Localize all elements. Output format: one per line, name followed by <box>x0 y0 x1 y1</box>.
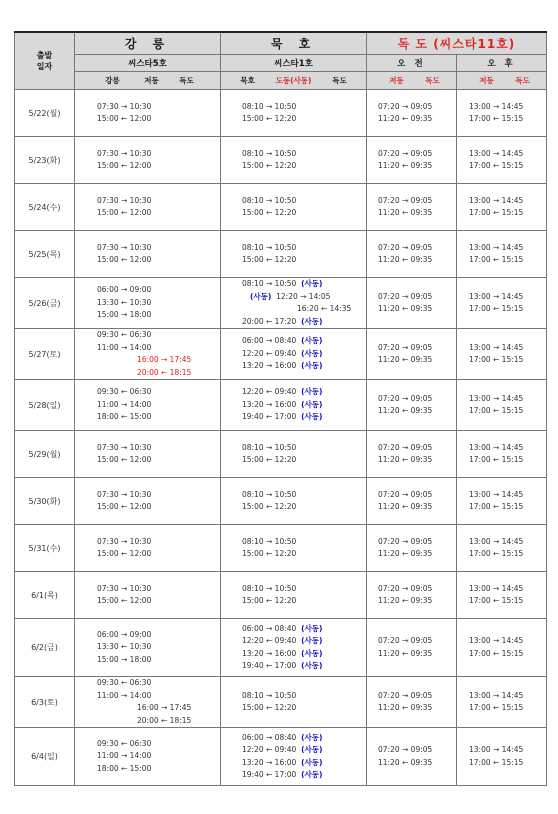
time: 15:00 ← 12:20 <box>242 208 297 217</box>
dokdo-pm-times <box>457 677 547 728</box>
schedule-line: 11:20 ← 09:35 <box>378 549 433 558</box>
sub-label: 독도 <box>332 76 347 85</box>
dokdo-am-times <box>367 677 457 728</box>
time: 08:10 → 10:50 <box>242 536 297 546</box>
dokdo-am-times <box>367 231 457 278</box>
dokdo-am-times <box>367 278 457 329</box>
header-mukho-ship: 씨스타1호 <box>221 55 367 72</box>
dokdo-pm-times <box>457 184 547 231</box>
dokdo-pm-times <box>457 431 547 478</box>
schedule-line <box>242 160 366 173</box>
schedule-line: 16:00 → 17:45 <box>137 355 192 364</box>
ferry-schedule-table <box>14 31 547 786</box>
dokdo-pm-times <box>457 572 547 619</box>
schedule-line: 11:20 ← 09:35 <box>378 114 433 123</box>
sadong-tag: (사동) <box>301 661 323 670</box>
schedule-line: 11:00 → 14:00 <box>97 751 152 761</box>
gangneung-times <box>75 90 221 137</box>
sadong-tag: (사동) <box>301 399 323 409</box>
time: 06:00 → 08:40 <box>242 336 297 346</box>
schedule-line: 17:00 ← 15:15 <box>469 114 524 123</box>
schedule-line <box>242 207 366 220</box>
schedule-line: 13:00 → 14:45 <box>469 291 524 301</box>
gangneung-times <box>75 278 221 329</box>
schedule-line <box>242 195 366 208</box>
time: 13:20 → 16:00 <box>242 399 297 409</box>
dokdo-pm-times <box>457 525 547 572</box>
header-pm: 오 후 <box>457 55 547 72</box>
departure-date: 6/1(목) <box>15 572 75 619</box>
departure-date: 5/31(수) <box>15 525 75 572</box>
schedule-line <box>242 113 366 126</box>
mukho-times <box>221 184 367 231</box>
time: 12:20 ← 09:40 <box>242 745 297 754</box>
schedule-line: 07:30 → 10:30 <box>97 242 152 252</box>
schedule-line: 15:00 ← 12:00 <box>97 549 152 558</box>
schedule-line: 17:00 ← 15:15 <box>469 455 524 464</box>
time: 15:00 ← 12:20 <box>242 455 297 464</box>
schedule-line: 11:20 ← 09:35 <box>378 648 433 658</box>
mukho-times <box>221 137 367 184</box>
schedule-line: 11:20 ← 09:35 <box>378 596 433 605</box>
sub-label: 저동 <box>144 76 159 85</box>
mukho-times <box>221 431 367 478</box>
sadong-tag: (사동) <box>301 361 323 371</box>
schedule-line: 17:00 ← 15:15 <box>469 255 524 264</box>
schedule-line: 17:00 ← 15:15 <box>469 406 524 415</box>
header-mukho: 묵 호 <box>221 32 367 55</box>
departure-date: 5/26(금) <box>15 278 75 329</box>
time: 08:10 → 10:50 <box>242 442 297 452</box>
schedule-line: 13:00 → 14:45 <box>469 242 524 252</box>
schedule-line: 15:00 ← 12:00 <box>97 455 152 464</box>
schedule-line <box>242 489 366 502</box>
schedule-line: 09:30 ← 06:30 <box>97 678 152 687</box>
schedule-line: 07:30 → 10:30 <box>97 536 152 546</box>
time: 19:40 ← 17:00 <box>242 661 297 670</box>
schedule-line: 07:30 → 10:30 <box>97 148 152 158</box>
schedule-line: 20:00 ← 18:15 <box>137 715 192 725</box>
schedule-line <box>242 690 366 703</box>
schedule-line: 13:00 → 14:45 <box>469 442 524 452</box>
schedule-line <box>242 148 366 161</box>
schedule-line <box>242 595 366 608</box>
sadong-tag: (사동) <box>301 279 323 288</box>
schedule-line <box>242 744 366 757</box>
dokdo-am-times <box>367 90 457 137</box>
dokdo-am-times <box>367 478 457 525</box>
mukho-times <box>221 478 367 525</box>
schedule-line: 11:20 ← 09:35 <box>378 455 433 464</box>
schedule-row <box>15 525 547 572</box>
schedule-line <box>242 101 366 114</box>
schedule-line: 17:00 ← 15:15 <box>469 596 524 605</box>
schedule-line <box>242 635 366 648</box>
schedule-line: 09:30 ← 06:30 <box>97 387 152 397</box>
schedule-line <box>242 316 366 329</box>
gangneung-times <box>75 525 221 572</box>
time: 08:10 → 10:50 <box>242 148 297 158</box>
schedule-line: 15:00 ← 12:00 <box>97 502 152 511</box>
schedule-line: 13:00 → 14:45 <box>469 745 524 754</box>
time: 08:10 → 10:50 <box>242 242 297 252</box>
sub-label: 도동(사동) <box>275 76 312 85</box>
schedule-line: 13:00 → 14:45 <box>469 195 524 205</box>
header-sub-am <box>367 72 457 90</box>
schedule-line <box>242 399 366 412</box>
schedule-line <box>242 660 366 673</box>
time: 15:00 ← 12:20 <box>242 549 297 558</box>
time: 08:10 → 10:50 <box>242 195 297 205</box>
schedule-line: 13:00 → 14:45 <box>469 342 524 352</box>
schedule-line: 17:00 ← 15:15 <box>469 703 524 712</box>
schedule-line: 07:20 → 09:05 <box>378 745 433 754</box>
mukho-times <box>221 380 367 431</box>
schedule-line: 17:00 ← 15:15 <box>469 502 524 511</box>
schedule-line <box>242 360 366 373</box>
sub-label: 강릉 <box>105 76 120 85</box>
schedule-line: 07:20 → 09:05 <box>378 583 433 593</box>
dokdo-pm-times <box>457 231 547 278</box>
schedule-line: 11:20 ← 09:35 <box>378 406 433 415</box>
schedule-line <box>242 411 366 424</box>
schedule-row <box>15 728 547 786</box>
time: 15:00 ← 12:20 <box>242 502 297 511</box>
gangneung-times <box>75 380 221 431</box>
sub-label: 독도 <box>179 76 194 85</box>
schedule-line: 07:30 → 10:30 <box>97 442 152 452</box>
schedule-line: 11:20 ← 09:35 <box>378 161 433 170</box>
sadong-tag: (사동) <box>301 348 323 358</box>
schedule-line: 09:30 ← 06:30 <box>97 330 152 339</box>
schedule-line: 16:20 ← 14:35 <box>297 304 352 313</box>
mukho-times <box>221 525 367 572</box>
departure-date: 5/25(목) <box>15 231 75 278</box>
gangneung-times <box>75 137 221 184</box>
schedule-line <box>242 291 366 304</box>
schedule-line: 11:20 ← 09:35 <box>378 703 433 712</box>
dokdo-pm-times <box>457 728 547 786</box>
schedule-line <box>242 757 366 770</box>
gangneung-times <box>75 728 221 786</box>
time: 19:40 ← 17:00 <box>242 412 297 422</box>
schedule-line: 16:00 → 17:45 <box>137 703 192 712</box>
schedule-row <box>15 431 547 478</box>
schedule-line: 13:00 → 14:45 <box>469 148 524 158</box>
schedule-line <box>242 278 366 291</box>
sadong-tag: (사동) <box>301 770 323 779</box>
schedule-line: 17:00 ← 15:15 <box>469 648 524 658</box>
dokdo-am-times <box>367 525 457 572</box>
schedule-line: 11:00 → 14:00 <box>97 342 152 352</box>
schedule-line: 11:20 ← 09:35 <box>378 757 433 767</box>
dokdo-am-times <box>367 329 457 380</box>
dokdo-pm-times <box>457 137 547 184</box>
schedule-line: 07:30 → 10:30 <box>97 583 152 593</box>
schedule-line: 07:20 → 09:05 <box>378 690 433 700</box>
dokdo-am-times <box>367 184 457 231</box>
schedule-row <box>15 231 547 278</box>
time: 15:00 ← 12:20 <box>242 114 297 123</box>
schedule-line: 15:00 ← 12:00 <box>97 596 152 605</box>
time: 06:00 → 08:40 <box>242 623 297 633</box>
dokdo-pm-times <box>457 478 547 525</box>
gangneung-times <box>75 478 221 525</box>
schedule-line: 11:00 → 14:00 <box>97 399 152 409</box>
departure-date: 6/4(일) <box>15 728 75 786</box>
schedule-line: 06:00 → 09:00 <box>97 629 152 639</box>
schedule-line: 13:00 → 14:45 <box>469 536 524 546</box>
mukho-times <box>221 572 367 619</box>
schedule-line <box>242 769 366 782</box>
time: 12:20 ← 09:40 <box>242 636 297 645</box>
schedule-line <box>242 242 366 255</box>
mukho-times <box>221 619 367 677</box>
schedule-line: 07:30 → 10:30 <box>97 489 152 499</box>
schedule-line: 07:20 → 09:05 <box>378 636 433 645</box>
departure-date: 5/24(수) <box>15 184 75 231</box>
dokdo-am-times <box>367 380 457 431</box>
schedule-line: 18:00 ← 15:00 <box>97 763 152 773</box>
sadong-tag: (사동) <box>301 636 323 645</box>
schedule-row <box>15 380 547 431</box>
schedule-line <box>242 623 366 636</box>
schedule-row <box>15 329 547 380</box>
mukho-times <box>221 677 367 728</box>
mukho-times <box>221 728 367 786</box>
schedule-line <box>242 583 366 596</box>
time: 19:40 ← 17:00 <box>242 770 297 779</box>
schedule-line: 13:30 ← 10:30 <box>97 297 152 307</box>
schedule-row <box>15 619 547 677</box>
schedule-line <box>242 702 366 715</box>
schedule-row <box>15 278 547 329</box>
schedule-line: 07:20 → 09:05 <box>378 195 433 205</box>
schedule-line: 17:00 ← 15:15 <box>469 549 524 558</box>
sadong-tag: (사동) <box>301 412 323 422</box>
departure-date: 5/23(화) <box>15 137 75 184</box>
schedule-line: 13:30 ← 10:30 <box>97 642 152 652</box>
dokdo-pm-times <box>457 329 547 380</box>
schedule-line: 07:20 → 09:05 <box>378 393 433 403</box>
departure-date: 5/27(토) <box>15 329 75 380</box>
schedule-line <box>242 348 366 361</box>
dokdo-pm-times <box>457 278 547 329</box>
schedule-line: 07:30 → 10:30 <box>97 195 152 205</box>
time: 08:10 → 10:50 <box>242 279 297 288</box>
time: 20:00 ← 17:20 <box>242 316 297 326</box>
departure-date: 5/30(화) <box>15 478 75 525</box>
schedule-line: 11:20 ← 09:35 <box>378 304 433 313</box>
time: 12:20 ← 09:40 <box>242 348 297 358</box>
schedule-line: 07:20 → 09:05 <box>378 101 433 111</box>
schedule-line <box>242 442 366 455</box>
dokdo-am-times <box>367 137 457 184</box>
schedule-line: 15:00 → 18:00 <box>97 310 152 320</box>
schedule-line <box>242 335 366 348</box>
schedule-line <box>242 386 366 399</box>
header-gangneung: 강 릉 <box>75 32 221 55</box>
sadong-tag: (사동) <box>301 648 323 658</box>
schedule-line: 07:20 → 09:05 <box>378 442 433 452</box>
dokdo-am-times <box>367 619 457 677</box>
dokdo-am-times <box>367 431 457 478</box>
header-dokdo: 독 도 (씨스타11호) <box>367 32 547 55</box>
gangneung-times <box>75 431 221 478</box>
gangneung-times <box>75 619 221 677</box>
schedule-line: 07:20 → 09:05 <box>378 489 433 499</box>
header-am: 오 전 <box>367 55 457 72</box>
schedule-line: 11:20 ← 09:35 <box>378 355 433 364</box>
sub-label: 저동 <box>389 76 404 85</box>
gangneung-times <box>75 677 221 728</box>
time: 15:00 ← 12:20 <box>242 703 297 712</box>
schedule-line: 15:00 ← 12:00 <box>97 208 152 217</box>
time: 08:10 → 10:50 <box>242 690 297 700</box>
sub-label: 독도 <box>425 76 440 85</box>
header-departure-date: 출발 일자 <box>15 32 75 90</box>
time: 08:10 → 10:50 <box>242 583 297 593</box>
schedule-line: 15:00 ← 12:00 <box>97 255 152 264</box>
sub-label: 저동 <box>479 76 494 85</box>
header-sub-pm <box>457 72 547 90</box>
sadong-tag: (사동) <box>301 387 323 397</box>
schedule-line: 07:30 → 10:30 <box>97 101 152 111</box>
schedule-line: 07:20 → 09:05 <box>378 242 433 252</box>
schedule-line: 13:00 → 14:45 <box>469 393 524 403</box>
time: 15:00 ← 12:20 <box>242 161 297 170</box>
schedule-line: 07:20 → 09:05 <box>378 342 433 352</box>
schedule-line: 13:00 → 14:45 <box>469 583 524 593</box>
sadong-tag: (사동) <box>301 745 323 754</box>
schedule-line: 20:00 ← 18:15 <box>137 367 192 377</box>
schedule-line <box>242 536 366 549</box>
time: 13:20 → 16:00 <box>242 648 297 658</box>
gangneung-times <box>75 231 221 278</box>
schedule-row <box>15 90 547 137</box>
schedule-row <box>15 184 547 231</box>
header-gangneung-ship: 씨스타5호 <box>75 55 221 72</box>
gangneung-times <box>75 184 221 231</box>
schedule-line: 11:00 → 14:00 <box>97 690 152 700</box>
schedule-line: 18:00 ← 15:00 <box>97 412 152 422</box>
departure-date: 6/3(토) <box>15 677 75 728</box>
schedule-line: 09:30 ← 06:30 <box>97 738 152 748</box>
dokdo-pm-times <box>457 380 547 431</box>
schedule-line: 07:20 → 09:05 <box>378 536 433 546</box>
schedule-line: 07:20 → 09:05 <box>378 148 433 158</box>
time: 13:20 → 16:00 <box>242 757 297 767</box>
gangneung-times <box>75 329 221 380</box>
header-sub-mukho <box>221 72 367 90</box>
departure-date: 5/28(일) <box>15 380 75 431</box>
time: 15:00 ← 12:20 <box>242 596 297 605</box>
schedule-line <box>242 454 366 467</box>
time: 13:20 → 16:00 <box>242 361 297 371</box>
sadong-tag: (사동) <box>301 623 323 633</box>
dokdo-am-times <box>367 572 457 619</box>
schedule-line: 13:00 → 14:45 <box>469 636 524 645</box>
dokdo-pm-times <box>457 90 547 137</box>
departure-date: 5/29(월) <box>15 431 75 478</box>
departure-date: 5/22(월) <box>15 90 75 137</box>
dokdo-am-times <box>367 728 457 786</box>
schedule-line: 11:20 ← 09:35 <box>378 502 433 511</box>
time: 12:20 → 14:05 <box>276 291 331 301</box>
schedule-line <box>242 254 366 267</box>
departure-date: 6/2(금) <box>15 619 75 677</box>
schedule-line <box>242 501 366 514</box>
time: 08:10 → 10:50 <box>242 489 297 499</box>
schedule-line <box>242 648 366 661</box>
mukho-times <box>221 329 367 380</box>
schedule-line: 13:00 → 14:45 <box>469 690 524 700</box>
sadong-tag: (사동) <box>301 316 323 326</box>
time: 08:10 → 10:50 <box>242 101 297 111</box>
schedule-line: 13:00 → 14:45 <box>469 101 524 111</box>
header-sub-gangneung <box>75 72 221 90</box>
schedule-row <box>15 572 547 619</box>
schedule-row <box>15 478 547 525</box>
mukho-times <box>221 231 367 278</box>
schedule-line <box>242 732 366 745</box>
schedule-line: 07:20 → 09:05 <box>378 291 433 301</box>
schedule-line: 06:00 → 09:00 <box>97 285 152 295</box>
sub-label: 독도 <box>515 76 530 85</box>
schedule-line <box>242 548 366 561</box>
schedule-line: 17:00 ← 15:15 <box>469 355 524 364</box>
sub-label: 묵호 <box>240 76 255 85</box>
schedule-line: 11:20 ← 09:35 <box>378 255 433 264</box>
schedule-line: 11:20 ← 09:35 <box>378 208 433 217</box>
sadong-tag: (사동) <box>301 732 323 742</box>
dokdo-pm-times <box>457 619 547 677</box>
gangneung-times <box>75 572 221 619</box>
time: 06:00 → 08:40 <box>242 732 297 742</box>
mukho-times <box>221 90 367 137</box>
sadong-tag: (사동) <box>250 291 272 301</box>
schedule-line: 17:00 ← 15:15 <box>469 161 524 170</box>
schedule-row <box>15 137 547 184</box>
schedule-line: 15:00 ← 12:00 <box>97 114 152 123</box>
sadong-tag: (사동) <box>301 757 323 767</box>
time: 12:20 ← 09:40 <box>242 387 297 397</box>
schedule-line: 17:00 ← 15:15 <box>469 208 524 217</box>
schedule-line: 15:00 ← 12:00 <box>97 161 152 170</box>
schedule-row <box>15 677 547 728</box>
schedule-line: 15:00 → 18:00 <box>97 654 152 664</box>
time: 15:00 ← 12:20 <box>242 255 297 264</box>
schedule-line: 17:00 ← 15:15 <box>469 757 524 767</box>
schedule-line: 13:00 → 14:45 <box>469 489 524 499</box>
schedule-line: 17:00 ← 15:15 <box>469 304 524 313</box>
mukho-times <box>221 278 367 329</box>
sadong-tag: (사동) <box>301 336 323 346</box>
